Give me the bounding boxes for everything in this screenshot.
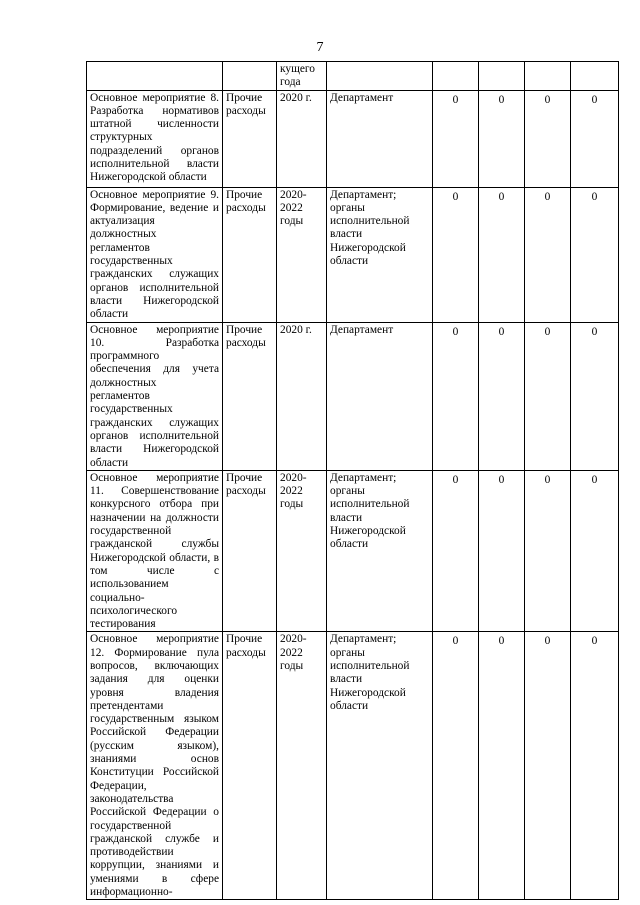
expense-type-cell: Прочие расходы [223,632,277,900]
expense-type-cell: Прочие расходы [223,187,277,322]
value-cell: 0 [433,322,479,470]
table-row [87,90,619,187]
executor-cell: Департамент [327,322,433,470]
value-cell: 0 [479,90,525,187]
header-cell [571,62,619,91]
expense-type-cell: Прочие расходы [223,470,277,632]
measure-cell: Основное мероприятие 10. Разработка программного обеспечения для учета должностных регламентов государственных гражданских служащих органов исполнительной власти Нижегородской области [87,322,223,470]
table-header-continuation-row [87,62,619,91]
header-cell [223,62,277,91]
value-cell: 0 [571,470,619,632]
value-cell: 0 [525,632,571,900]
measure-cell: Основное мероприятие 11. Совершенствование конкурсного отбора при назначении на должности государственной гражданской службы Нижегородской области, в том числе с использованием социально-психологического тестирования [87,470,223,632]
executor-cell: Департамент; органы исполнительной власти Нижегородской области [327,470,433,632]
value-cell: 0 [479,632,525,900]
expense-type-cell: Прочие расходы [223,322,277,470]
executor-cell: Департамент; органы исполнительной власти Нижегородской области [327,632,433,900]
measure-cell: Основное мероприятие 12. Формирование пула вопросов, включающих задания для оценки уровня владения претендентами государственным языком Российской Федерации (русским языком), знаниями основ Конституции Российской Федерации, законодательства Российской Федерации о государственной гражданской службе и противодействии коррупции, знаниями и умениями в сфере информационно- [87,632,223,900]
header-cell-period: кущего года [277,62,327,91]
value-cell: 0 [433,632,479,900]
executor-cell: Департамент; органы исполнительной власти Нижегородской области [327,187,433,322]
table-row [87,470,619,632]
period-cell: 2020-2022 годы [277,470,327,632]
expense-type-cell: Прочие расходы [223,90,277,187]
header-cell [525,62,571,91]
measure-cell: Основное мероприятие 9. Формирование, ведение и актуализация должностных регламентов государственных гражданских служащих органов исполнительной власти Нижегородской области [87,187,223,322]
value-cell: 0 [571,632,619,900]
header-cell [87,62,223,91]
value-cell: 0 [571,187,619,322]
value-cell: 0 [525,322,571,470]
page-number: 7 [316,40,324,55]
value-cell: 0 [433,90,479,187]
value-cell: 0 [433,470,479,632]
table-row [87,322,619,470]
value-cell: 0 [479,470,525,632]
value-cell: 0 [571,322,619,470]
executor-cell: Департамент [327,90,433,187]
measure-cell: Основное мероприятие 8. Разработка нормативов штатной численности структурных подразделений органов исполнительной власти Нижегородской области [87,90,223,187]
header-cell [433,62,479,91]
header-cell [327,62,433,91]
program-measures-table [86,61,619,900]
value-cell: 0 [479,322,525,470]
period-cell: 2020-2022 годы [277,632,327,900]
table-row [87,632,619,900]
value-cell: 0 [525,90,571,187]
value-cell: 0 [525,470,571,632]
period-cell: 2020-2022 годы [277,187,327,322]
value-cell: 0 [433,187,479,322]
header-cell [479,62,525,91]
value-cell: 0 [525,187,571,322]
period-cell: 2020 г. [277,322,327,470]
table-row [87,187,619,322]
value-cell: 0 [571,90,619,187]
value-cell: 0 [479,187,525,322]
period-cell: 2020 г. [277,90,327,187]
